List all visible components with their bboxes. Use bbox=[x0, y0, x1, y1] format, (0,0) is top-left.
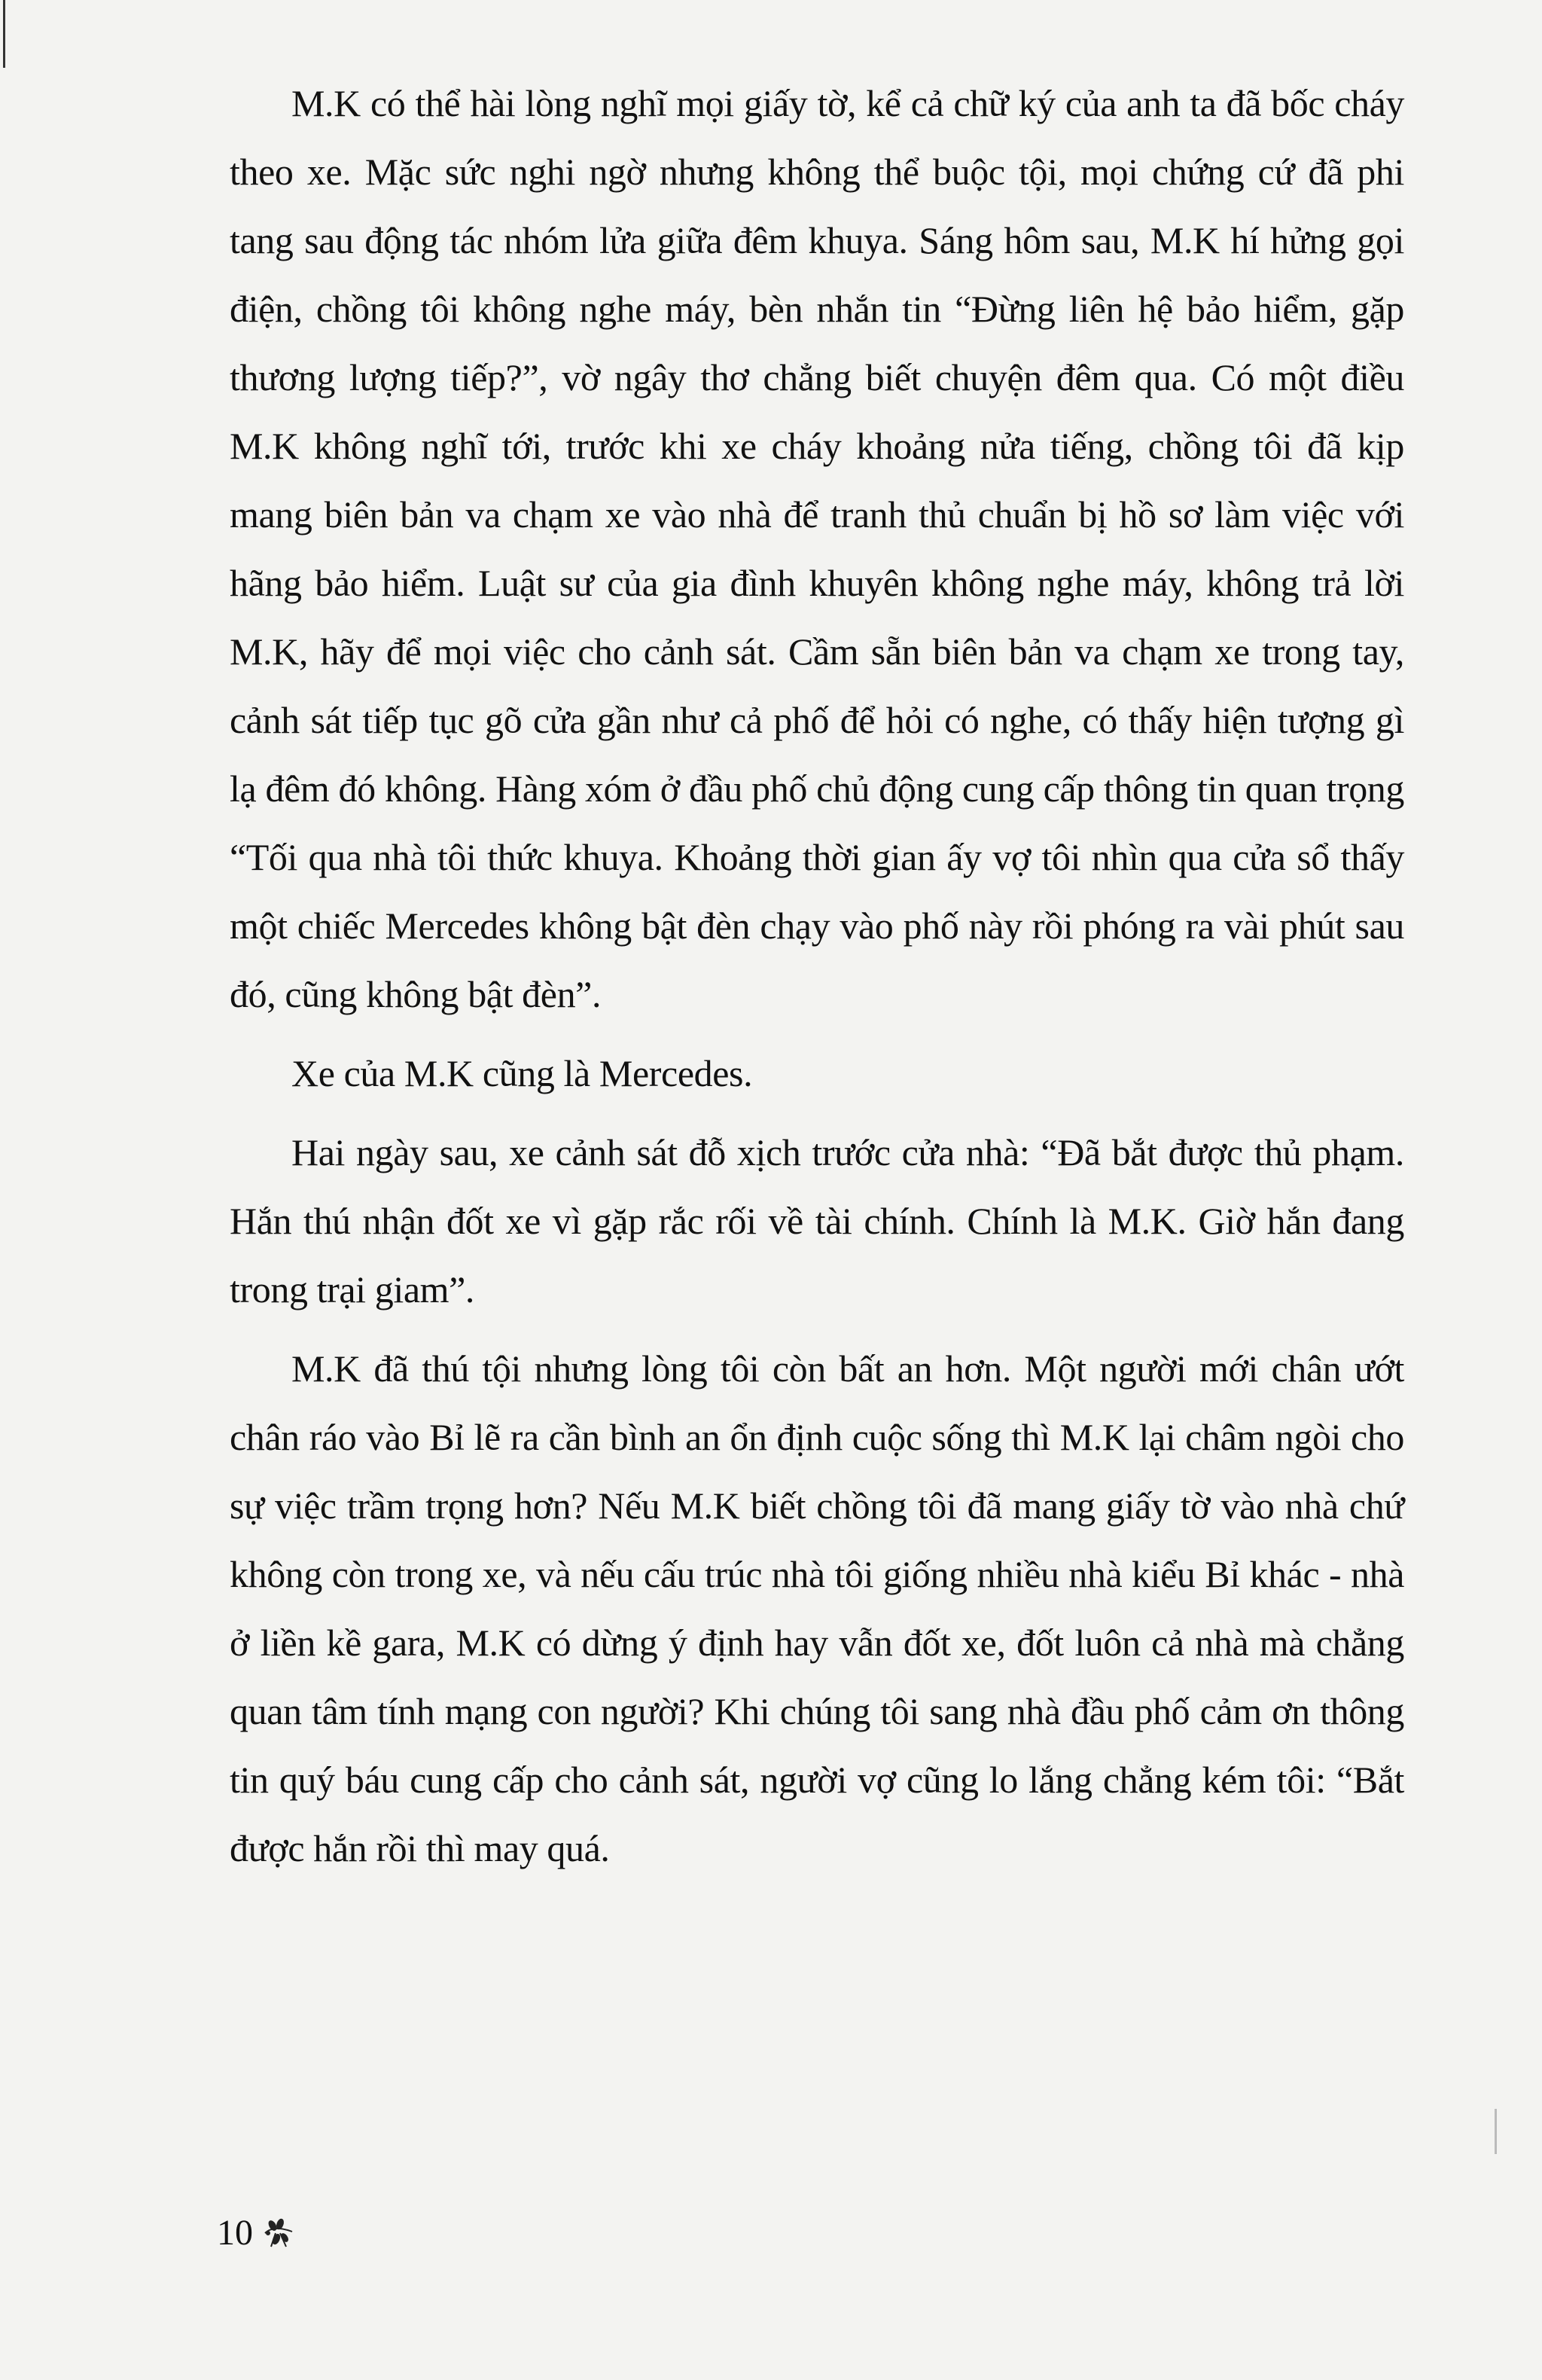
page-footer bbox=[217, 2211, 300, 2256]
paragraph-3: Hai ngày sau, xe cảnh sát đỗ xịch trước cửa nhà: “Đã bắt được thủ phạm. Hắn thú nhận đốt xe vì gặp rắc rối về tài chính. Chính là M.K. Giờ hắn đang trong trại giam”. bbox=[230, 1131, 1404, 1311]
paragraph-1: M.K có thể hài lòng nghĩ mọi giấy tờ, kể cả chữ ký của anh ta đã bốc cháy theo xe. Mặc sức nghi ngờ nhưng không thể buộc tội, mọi chứng cứ đã phi tang sau động tác nhóm lửa giữa đêm khuya. Sáng hôm sau, M.K hí hửng gọi điện, chồng tôi không nghe máy, bèn nhắn tin “Đừng liên hệ bảo hiểm, gặp thương lượng tiếp?”, vờ ngây thơ chẳng biết chuyện đêm qua. Có một điều M.K không nghĩ tới, trước khi xe cháy khoảng nửa tiếng, chồng tôi đã kịp mang biên bản va chạm xe vào nhà để tranh thủ chuẩn bị hồ sơ làm việc với hãng bảo hiểm. Luật sư của gia đình khuyên không nghe máy, không trả lời M.K, hãy để mọi việc cho cảnh sát. Cầm sẵn biên bản va chạm xe trong tay, cảnh sát tiếp tục gõ cửa gần như cả phố để hỏi có nghe, có thấy hiện tượng gì lạ đêm đó không. Hàng xóm ở đầu phố chủ động cung cấp thông tin quan trọng “Tối qua nhà tôi thức khuya. Khoảng thời gian ấy vợ tôi nhìn qua cửa sổ thấy một chiếc Mercedes không bật đèn chạy vào phố này rồi phóng ra vài phút sau đó, cũng không bật đèn”. bbox=[230, 82, 1404, 1015]
page-body bbox=[230, 69, 1404, 1883]
flower-ornament-icon bbox=[258, 2212, 300, 2254]
page-number: 10 bbox=[217, 2213, 253, 2253]
paragraph-4: M.K đã thú tội nhưng lòng tôi còn bất an hơn. Một người mới chân ướt chân ráo vào Bỉ lẽ ra cần bình an ổn định cuộc sống thì M.K lại châm ngòi cho sự việc trầm trọng hơn? Nếu M.K biết chồng tôi đã mang giấy tờ vào nhà chứ không còn trong xe, và nếu cấu trúc nhà tôi giống nhiều nhà kiểu Bỉ khác - nhà ở liền kề gara, M.K có dừng ý định hay vẫn đốt xe, đốt luôn cả nhà mà chẳng quan tâm tính mạng con người? Khi chúng tôi sang nhà đầu phố cảm ơn thông tin quý báu cung cấp cho cảnh sát, người vợ cũng lo lắng chẳng kém tôi: “Bắt được hắn rồi thì may quá. bbox=[230, 1347, 1404, 1869]
scan-speck bbox=[1495, 2109, 1497, 2154]
page-edge-line bbox=[3, 0, 5, 68]
paragraph-2: Xe của M.K cũng là Mercedes. bbox=[291, 1052, 753, 1094]
